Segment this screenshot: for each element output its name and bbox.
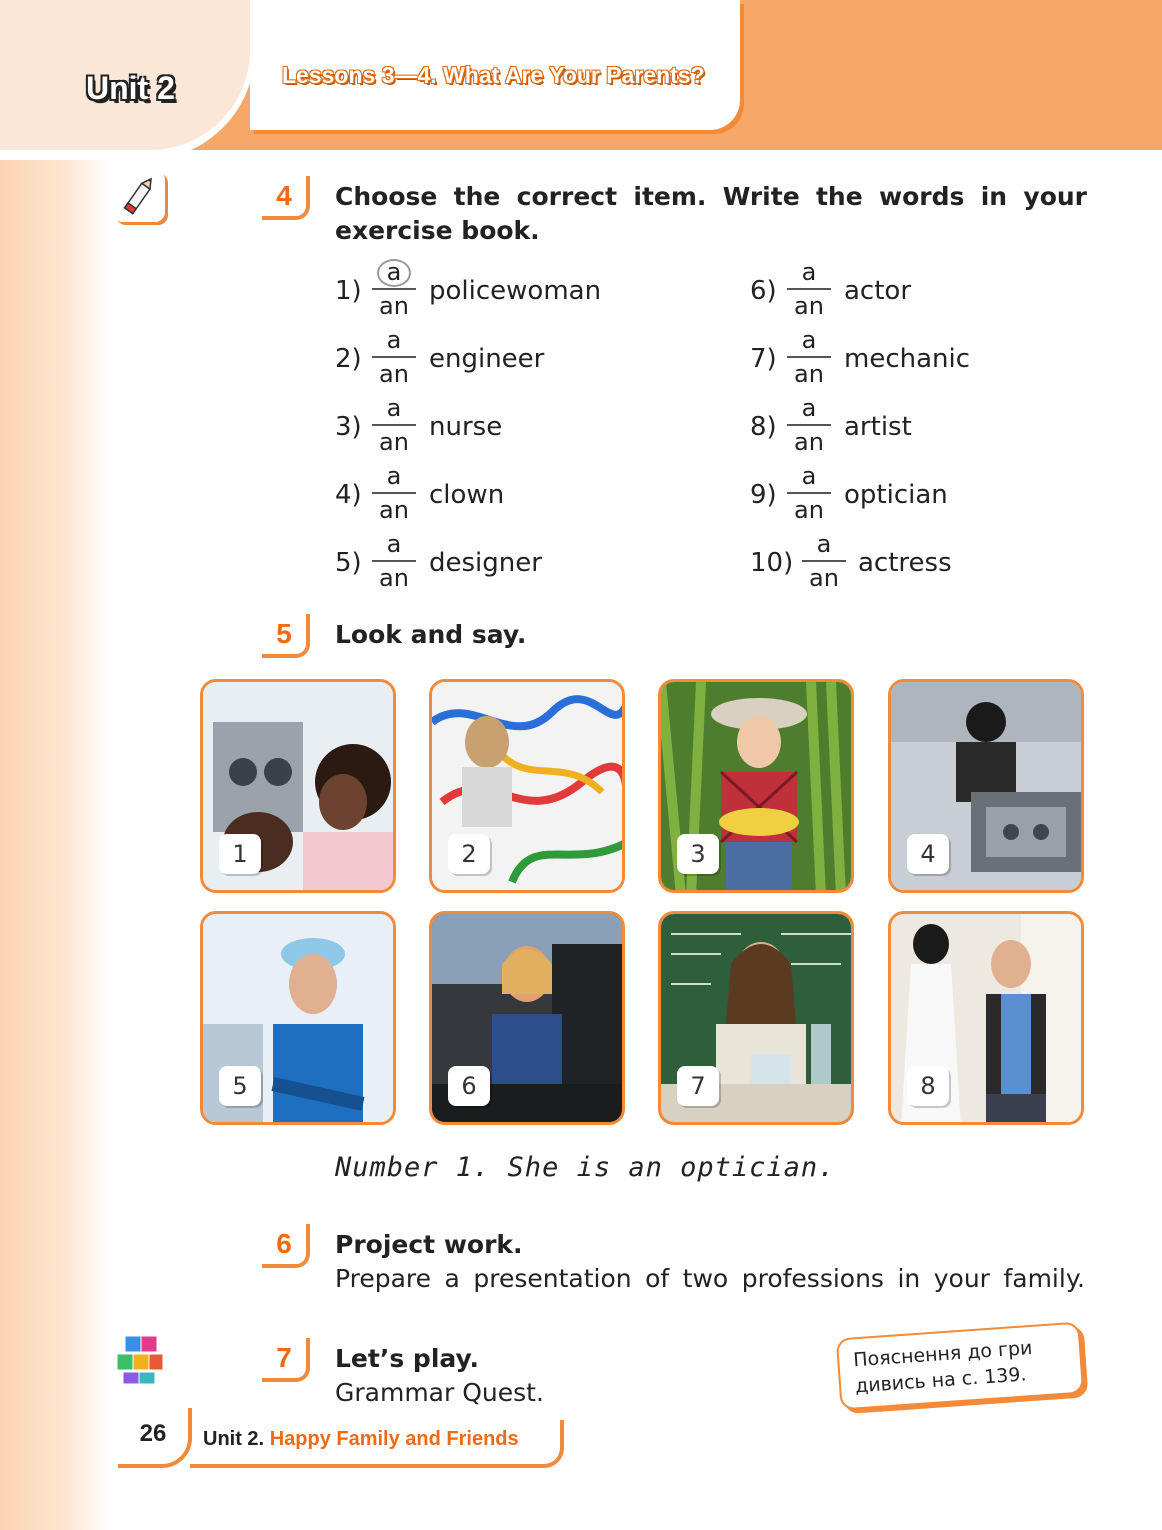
profession-word: actor [844,276,912,306]
profession-word: policewoman [429,276,602,306]
photo-number: 8 [907,1066,949,1106]
article-option-a[interactable]: a [386,530,402,558]
item-number: 7) [750,344,777,374]
profession-photo [200,911,396,1125]
fraction-bar [802,560,846,562]
profession-word: nurse [429,412,503,442]
footer-unit-prefix: Unit 2. [203,1428,265,1450]
item-number: 6) [750,276,777,306]
article-option-a[interactable]: a [377,259,411,287]
profession-word: engineer [429,344,545,374]
item-number: 1) [335,276,362,306]
item-number: 10) [750,548,794,578]
exercise-4-item [750,258,1080,326]
article-option-a[interactable]: a [801,394,817,422]
fraction-bar [372,560,416,562]
article-option-a[interactable]: a [386,462,402,490]
exercise-6-title: Project work. [335,1230,523,1259]
fraction-bar [787,288,831,290]
exercise-5-title: Look and say. [335,620,527,649]
exercise-4-item [750,530,1080,598]
article-option-a[interactable]: a [801,258,817,286]
exercise-4-item [750,394,1080,462]
photo-number: 4 [907,834,949,874]
item-number: 5) [335,548,362,578]
profession-word: designer [429,548,542,578]
note-line2: дивись на с. 139. [854,1363,1028,1398]
exercise-4-item [335,394,665,462]
unit-label: Unit 2 [86,70,175,106]
article-option-a[interactable]: a [386,326,402,354]
photo-number: 7 [677,1066,719,1106]
article-choice[interactable] [372,326,416,388]
photo-number: 3 [677,834,719,874]
article-option-an[interactable]: an [794,428,824,456]
item-number: 4) [335,480,362,510]
article-option-an[interactable]: an [794,360,824,388]
exercise-7-title: Let’s play. [335,1344,479,1373]
article-choice[interactable] [372,462,416,524]
profession-word: artist [844,412,912,442]
article-choice[interactable] [787,258,831,320]
page-number: 26 [118,1408,192,1468]
exercise-6-number: 6 [262,1224,310,1268]
game-note [836,1322,1084,1411]
profession-word: clown [429,480,505,510]
exercise-6-text: Prepare a presentation of two professions in your family. [335,1264,1085,1293]
exercise-7-number: 7 [262,1338,310,1382]
profession-photo [658,911,854,1125]
article-option-an[interactable]: an [379,360,409,388]
profession-word: mechanic [844,344,971,374]
photo-number: 1 [219,834,261,874]
article-choice[interactable] [372,394,416,456]
exercise-4-item [335,326,665,394]
profession-photo [200,679,396,893]
article-option-a[interactable]: a [816,530,832,558]
note-line1: Пояснення до гри [852,1336,1034,1372]
exercise-4-title-line2: exercise book. [335,216,540,245]
fraction-bar [372,424,416,426]
exercise-4-item [335,258,665,326]
footer-unit-name: Happy Family and Friends [269,1428,519,1450]
fraction-bar [372,492,416,494]
fraction-bar [372,288,416,290]
profession-word: actress [858,548,952,578]
article-option-an[interactable]: an [379,428,409,456]
article-choice[interactable] [802,530,846,592]
profession-photo [888,679,1084,893]
lessons-title: Lessons 3—4. What Are Your Parents? [282,62,705,88]
example-sentence: Number 1. She is an optician. [335,1152,836,1183]
article-option-an[interactable]: an [794,496,824,524]
article-choice[interactable] [787,326,831,388]
fraction-bar [787,424,831,426]
exercise-4-title-line1: Choose the correct item. Write the words in your [335,182,1087,211]
footer-text [203,1428,519,1451]
article-option-a[interactable]: a [801,462,817,490]
item-number: 8) [750,412,777,442]
profession-photo [429,679,625,893]
letter-blocks-icon [113,1334,165,1386]
left-gradient-strip [0,150,110,1530]
profession-photo [888,911,1084,1125]
photo-number: 2 [448,834,490,874]
article-option-a[interactable]: a [386,394,402,422]
article-choice[interactable] [372,530,416,592]
profession-photo [429,911,625,1125]
fraction-bar [372,356,416,358]
photo-number: 6 [448,1066,490,1106]
profession-photo [658,679,854,893]
article-option-an[interactable]: an [379,496,409,524]
article-option-an[interactable]: an [809,564,839,592]
article-option-an[interactable]: an [794,292,824,320]
exercise-4-item [335,530,665,598]
article-choice[interactable] [372,258,416,320]
article-option-an[interactable]: an [379,292,409,320]
exercise-5-number: 5 [262,614,310,658]
article-choice[interactable] [787,394,831,456]
pencil-icon [113,170,165,222]
article-choice[interactable] [787,462,831,524]
article-option-an[interactable]: an [379,564,409,592]
item-number: 3) [335,412,362,442]
exercise-4-item [750,462,1080,530]
exercise-4-item [750,326,1080,394]
fraction-bar [787,492,831,494]
article-option-a[interactable]: a [801,326,817,354]
photo-number: 5 [219,1066,261,1106]
fraction-bar [787,356,831,358]
exercise-4-number: 4 [262,176,310,220]
profession-word: optician [844,480,948,510]
item-number: 9) [750,480,777,510]
exercise-4-item [335,462,665,530]
item-number: 2) [335,344,362,374]
exercise-7-text: Grammar Quest. [335,1378,544,1407]
